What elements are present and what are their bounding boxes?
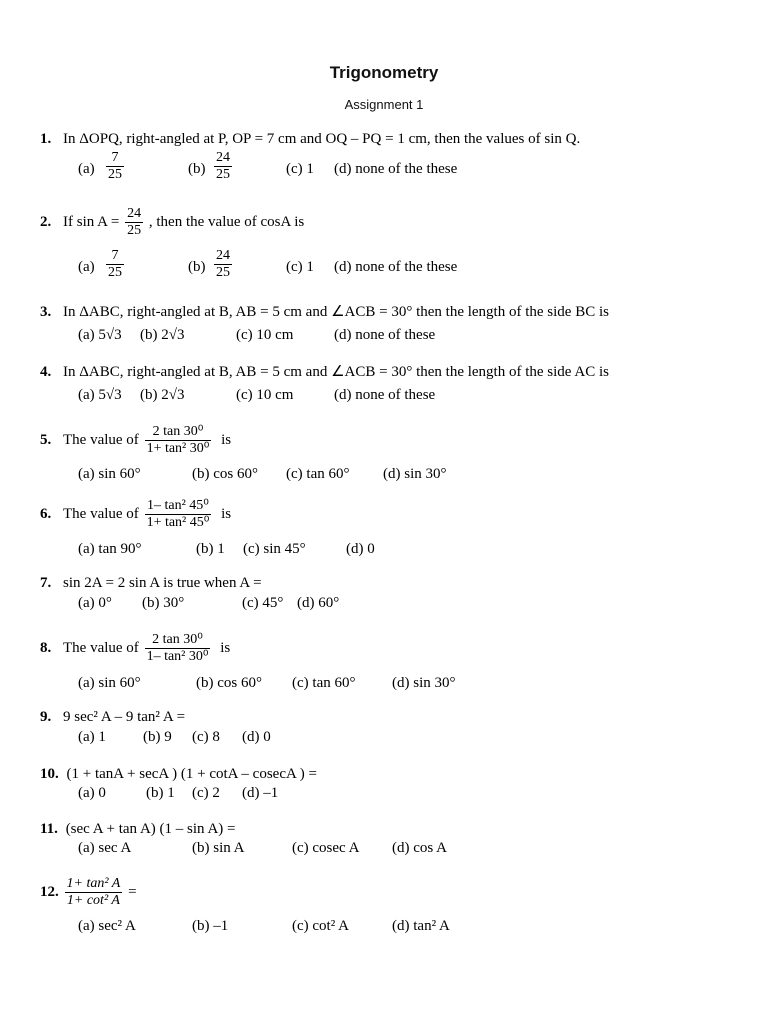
question-number: 12. (40, 883, 59, 900)
option-d: (d) none of the these (334, 161, 458, 177)
question-fraction: $\frac{\text{2 tan 30⁰}}{\text{1+ tan² 30⁰}}$ (146, 424, 210, 456)
question-number: 3. (40, 304, 52, 320)
option-d: (d) none of the these (334, 259, 458, 275)
question-text-pre: If sin A = (63, 213, 120, 230)
question-number: 11. (40, 821, 58, 837)
option-d: (d) none of these (334, 387, 436, 403)
option-b-fraction: $\frac{24}{25}$ (216, 248, 230, 280)
page-subtitle: Assignment 1 (344, 97, 424, 112)
option-c: (c) tan 60° (292, 675, 356, 691)
question-number: 9. (40, 709, 52, 725)
question-text: In ΔOPQ, right-angled at P, OP = 7 cm and OQ – PQ = 1 cm, then the values of sin Q. (63, 131, 581, 147)
option-c: (c) 1 (286, 161, 314, 177)
question-text-post: is (220, 639, 231, 656)
question-4 (40, 363, 609, 381)
question-text: (1 + tanA + secA ) (1 + cotA – cosecA ) = (66, 766, 317, 782)
question-number: 7. (40, 575, 52, 591)
question-10 (40, 765, 317, 783)
option-b: (b) 9 (143, 729, 172, 745)
option-a: (a) 0 (78, 785, 106, 801)
option-d: (d) 0 (346, 541, 375, 557)
question-number: 2. (40, 213, 52, 230)
question-number: 4. (40, 364, 52, 380)
option-b-fraction: $\frac{24}{25}$ (216, 150, 230, 182)
question-text: sin 2A = 2 sin A is true when A = (63, 575, 262, 591)
option-c: (c) cosec A (292, 840, 360, 856)
option-d: (d) 0 (242, 729, 271, 745)
option-a: (a) 0° (78, 595, 112, 611)
option-a: (a) sec A (78, 840, 132, 856)
option-b: (b) 2√3 (140, 387, 185, 403)
option-b: (b) 30° (142, 595, 185, 611)
option-a: (a) 5√3 (78, 327, 122, 343)
option-a-fraction: $\frac{7}{25}$ (108, 150, 122, 182)
page-title: Trigonometry (329, 63, 439, 82)
option-c: (c) sin 45° (243, 541, 306, 557)
question-9 (40, 708, 185, 726)
question-number: 10. (40, 766, 59, 782)
question-text: (sec A + tan A) (1 – sin A) = (65, 821, 236, 837)
option-d: (d) –1 (242, 785, 279, 801)
question-8 (40, 632, 230, 665)
option-c: (c) 45° (242, 595, 284, 611)
question-fraction: $\frac{\text{1+ tan² A}}{\text{1+ cot² A}}$ (66, 876, 121, 908)
option-a: (a) 5√3 (78, 387, 122, 403)
option-c: (c) 8 (192, 729, 220, 745)
question-5 (40, 424, 231, 457)
question-text: In ΔABC, right-angled at B, AB = 5 cm and ∠ACB = 30° then the length of the side AC is (63, 364, 609, 380)
question-fraction: $\frac{24}{25}$ (127, 206, 142, 238)
question-text: In ΔABC, right-angled at B, AB = 5 cm and ∠ACB = 30° then the length of the side BC is (63, 304, 609, 320)
question-fraction: $\frac{\text{2 tan 30⁰}}{\text{1– tan² 30⁰}}$ (146, 632, 209, 664)
option-d: (d) 60° (297, 595, 340, 611)
question-number: 1. (40, 131, 52, 147)
option-b: (b) cos 60° (196, 675, 262, 691)
option-b-label: (b) (188, 161, 206, 177)
option-d: (d) none of these (334, 327, 436, 343)
option-c: (c) tan 60° (286, 466, 350, 482)
question-6 (40, 498, 231, 531)
question-text: 9 sec² A – 9 tan² A = (63, 709, 186, 725)
question-3 (40, 303, 609, 321)
question-7 (40, 574, 262, 592)
question-text-pre: The value of (63, 639, 139, 656)
option-c: (c) 10 cm (236, 387, 294, 403)
question-2 (40, 206, 304, 239)
option-b: (b) cos 60° (192, 466, 258, 482)
option-a-fraction: $\frac{7}{25}$ (108, 248, 122, 280)
question-text-pre: The value of (63, 505, 139, 522)
option-d: (d) sin 30° (383, 466, 447, 482)
option-b: (b) sin A (192, 840, 245, 856)
question-number: 8. (40, 639, 52, 656)
option-a-label: (a) (78, 161, 95, 177)
question-11 (40, 820, 236, 838)
option-b: (b) –1 (192, 918, 229, 934)
option-b-label: (b) (188, 259, 206, 275)
option-b: (b) 1 (146, 785, 175, 801)
option-a: (a) sin 60° (78, 466, 141, 482)
option-c: (c) cot² A (292, 918, 349, 934)
option-a: (a) tan 90° (78, 541, 142, 557)
question-text-post: is (221, 505, 232, 522)
option-c: (c) 1 (286, 259, 314, 275)
option-b: (b) 1 (196, 541, 225, 557)
question-fraction: $\frac{\text{1– tan² 45⁰}}{\text{1+ tan² 45⁰}}$ (146, 498, 210, 530)
question-number: 6. (40, 505, 52, 522)
question-1 (40, 130, 580, 148)
question-12 (40, 876, 137, 909)
option-a: (a) sec² A (78, 918, 136, 934)
question-text-post: = (128, 883, 137, 900)
option-b: (b) 2√3 (140, 327, 185, 343)
question-text-post: is (221, 431, 232, 448)
option-d: (d) cos A (392, 840, 447, 856)
option-a-label: (a) (78, 259, 95, 275)
option-c: (c) 2 (192, 785, 220, 801)
option-d: (d) sin 30° (392, 675, 456, 691)
option-a: (a) sin 60° (78, 675, 141, 691)
option-d: (d) tan² A (392, 918, 450, 934)
question-text-pre: The value of (63, 431, 139, 448)
option-a: (a) 1 (78, 729, 106, 745)
question-number: 5. (40, 431, 52, 448)
question-text-post: , then the value of cosA is (148, 213, 305, 230)
option-c: (c) 10 cm (236, 327, 294, 343)
